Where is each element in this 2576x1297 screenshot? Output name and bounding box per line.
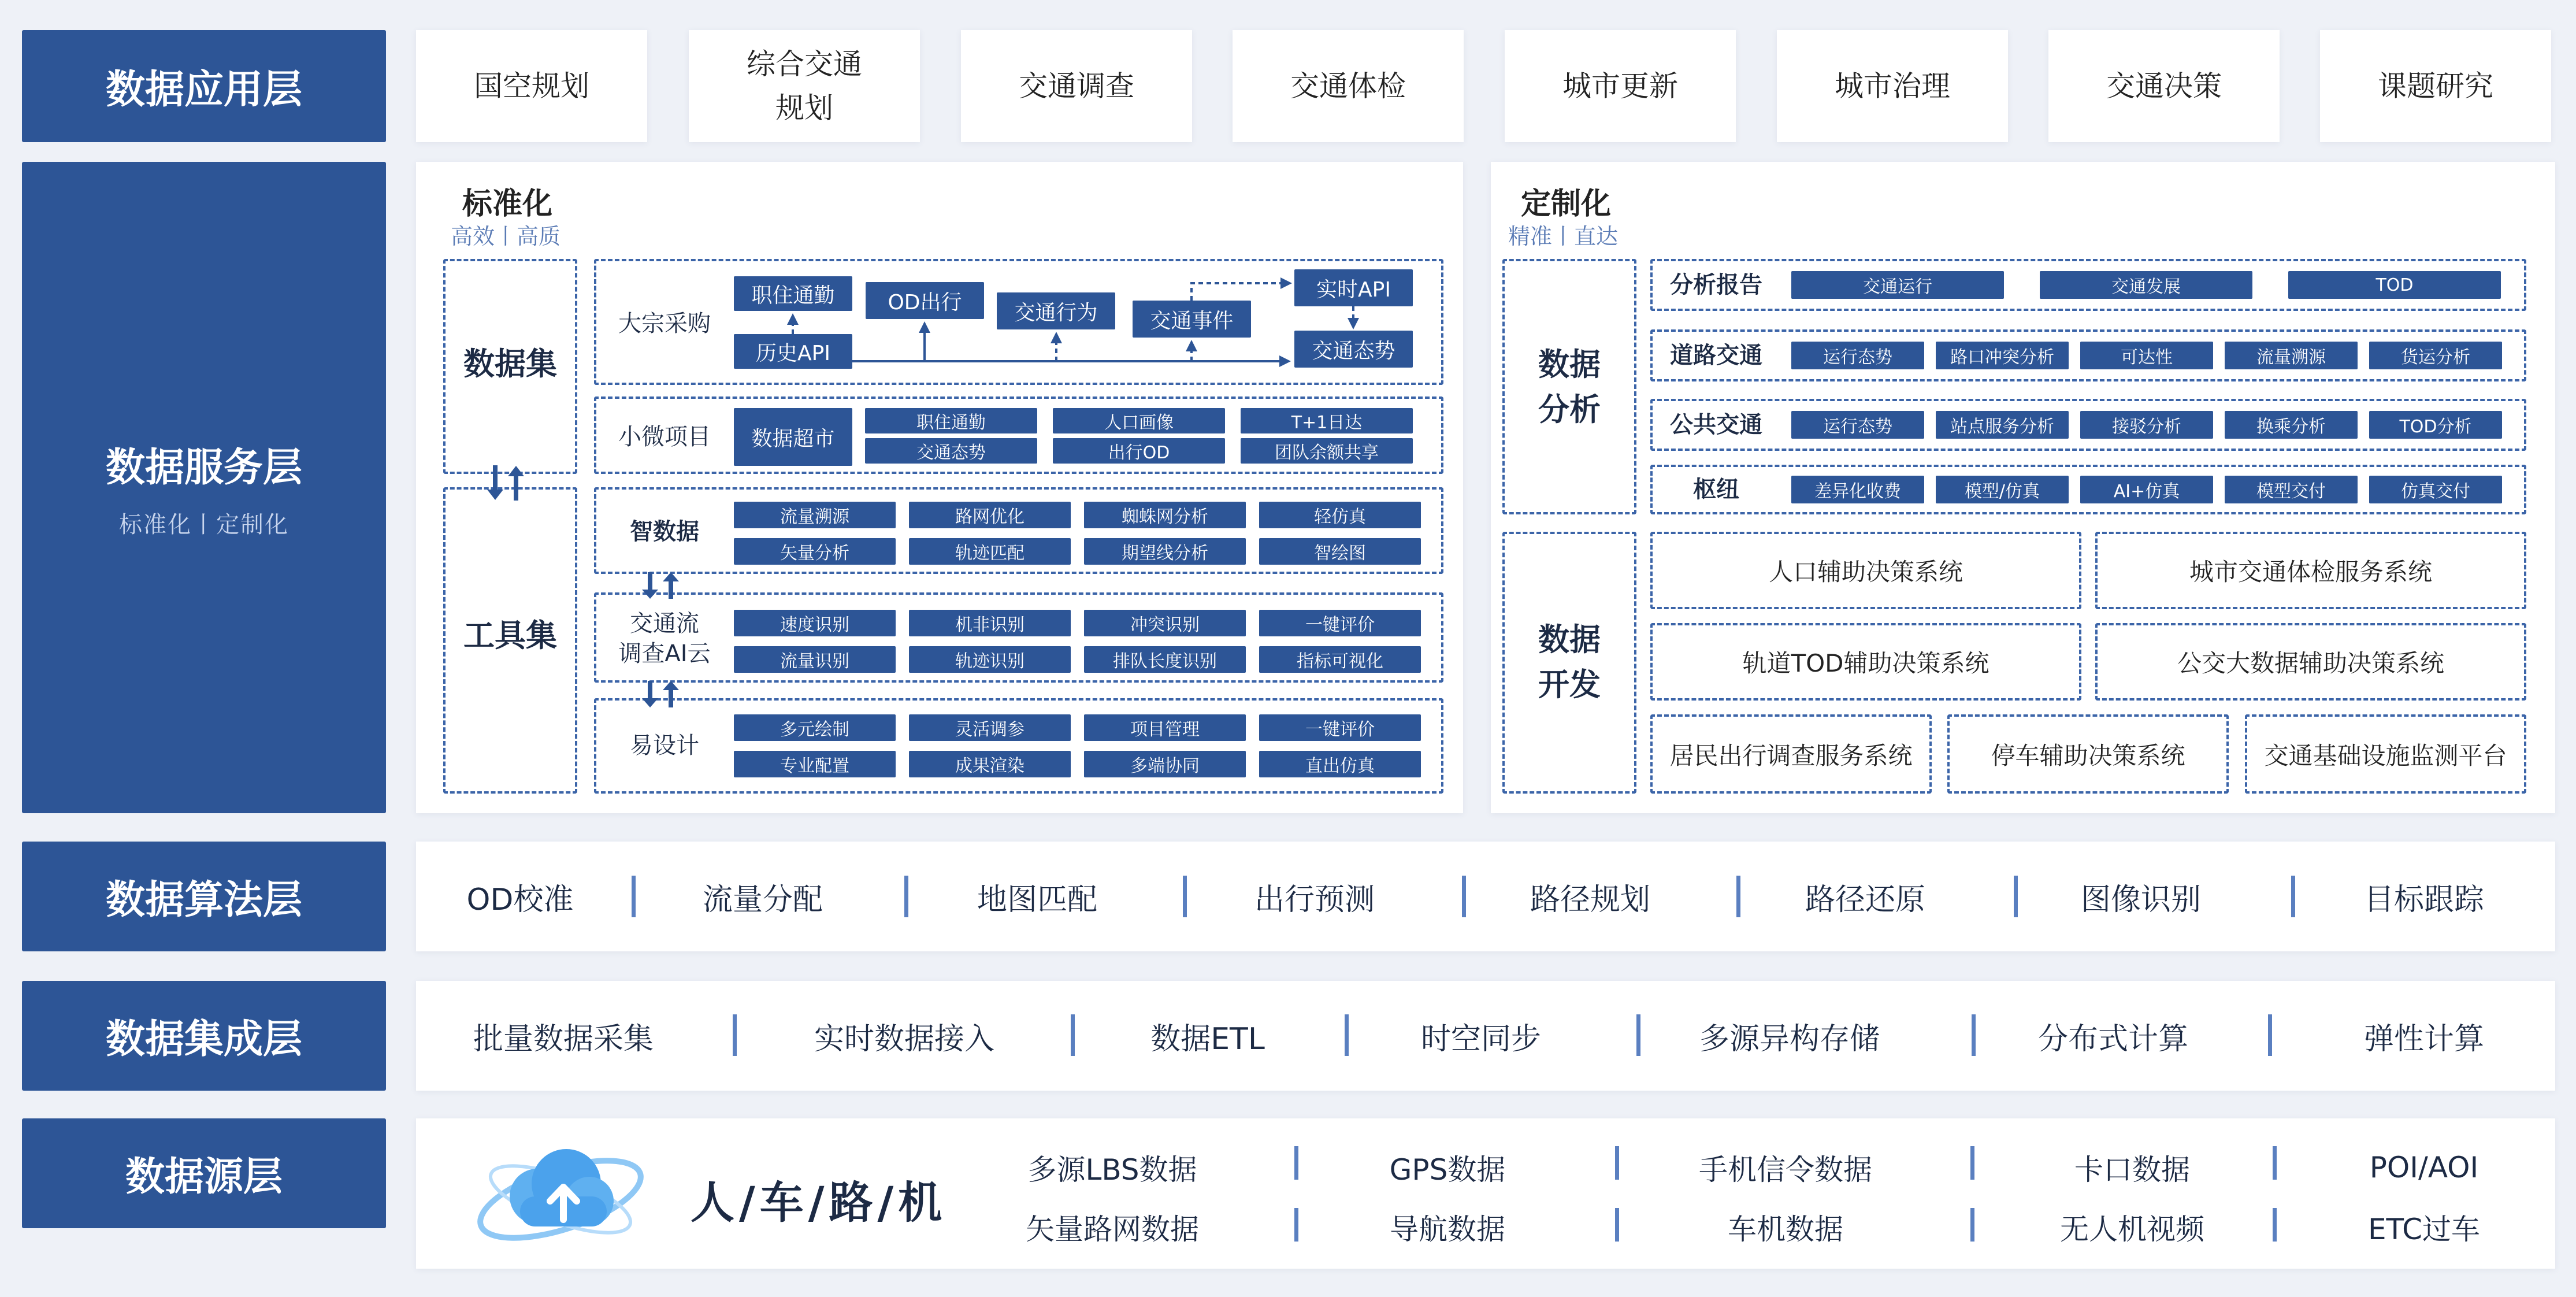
design-item-button[interactable]: 直出仿真 <box>1259 751 1421 777</box>
algorithm-separator <box>1736 876 1740 917</box>
transit-item-button[interactable]: TOD分析 <box>2369 411 2502 439</box>
algorithm-item: 路径规划 <box>1530 882 1650 917</box>
bulk-history-api-button[interactable]: 历史API <box>734 334 852 369</box>
integration-separator <box>733 1014 737 1056</box>
smart-item-button[interactable]: 矢量分析 <box>734 538 896 565</box>
toolset-label: 工具集 <box>463 617 557 654</box>
design-item-button[interactable]: 成果渲染 <box>909 751 1071 777</box>
layer-source-label: 数据源层 <box>125 1154 283 1200</box>
road-item-button[interactable]: 运行态势 <box>1791 342 1924 369</box>
road-item-button[interactable]: 流量溯源 <box>2225 342 2358 369</box>
bulk-realtime-api-button[interactable]: 实时API <box>1294 269 1413 306</box>
report-item-button[interactable]: 交通运行 <box>1791 271 2004 299</box>
design-item-button[interactable]: 一键评价 <box>1259 714 1421 741</box>
source-item: 无人机视频 <box>2060 1213 2204 1246</box>
cloud-label: 交通流 调查AI云 <box>618 610 711 667</box>
app-box-3[interactable]: 交通体检 <box>1233 30 1464 142</box>
smart-item-button[interactable]: 蜘蛛网分析 <box>1084 502 1246 528</box>
algorithm-separator <box>1183 876 1187 917</box>
app-box-4[interactable]: 城市更新 <box>1505 30 1736 142</box>
algorithm-separator <box>632 876 636 917</box>
cloud-item-button[interactable]: 一键评价 <box>1259 610 1421 636</box>
layer-application-label: 数据应用层 <box>105 66 302 113</box>
report-item-button[interactable]: 交通发展 <box>2040 271 2252 299</box>
source-headline: 人/车/路/机 <box>691 1177 947 1228</box>
hub-item-button[interactable]: 差异化收费 <box>1791 476 1924 503</box>
source-separator <box>2273 1208 2277 1242</box>
algorithm-item: 目标跟踪 <box>2363 882 2484 917</box>
micro-item-button[interactable]: 出行OD <box>1053 438 1225 464</box>
custom-row-label-transit: 公共交通 <box>1670 412 1762 438</box>
road-item-button[interactable]: 货运分析 <box>2369 342 2502 369</box>
app-box-1[interactable]: 综合交通 规划 <box>689 30 920 142</box>
source-item: 车机数据 <box>1728 1213 1843 1246</box>
custom-title: 定制化 <box>1521 187 1612 221</box>
algorithm-separator <box>1462 876 1466 917</box>
custom-row-label-road: 道路交通 <box>1670 342 1762 369</box>
source-separator <box>1970 1208 1974 1242</box>
micro-item-button[interactable]: 团队余额共享 <box>1241 438 1413 464</box>
smart-item-button[interactable]: 智绘图 <box>1259 538 1421 565</box>
app-box-7[interactable]: 课题研究 <box>2320 30 2551 142</box>
micro-item-button[interactable]: T+1日达 <box>1241 408 1413 433</box>
app-box-6[interactable]: 交通决策 <box>2048 30 2280 142</box>
source-separator <box>2273 1146 2277 1180</box>
integration-item: 时空同步 <box>1420 1021 1541 1057</box>
custom-row-label-hub: 枢纽 <box>1693 476 1739 503</box>
report-item-button[interactable]: TOD <box>2288 271 2501 299</box>
hub-item-button[interactable]: 仿真交付 <box>2369 476 2502 503</box>
integration-separator <box>1636 1014 1640 1056</box>
system-box-1[interactable]: 城市交通体检服务系统 <box>2095 532 2526 609</box>
layer-service <box>22 162 386 813</box>
integration-item: 批量数据采集 <box>473 1021 654 1057</box>
dataset-label: 数据集 <box>463 346 557 382</box>
source-item: POI/AOI <box>2369 1151 2479 1184</box>
smart-item-button[interactable]: 期望线分析 <box>1084 538 1246 565</box>
system-box-3[interactable]: 公交大数据辅助决策系统 <box>2095 623 2526 701</box>
cloud-item-button[interactable]: 排队长度识别 <box>1084 646 1246 673</box>
integration-separator <box>1972 1014 1976 1056</box>
source-item: ETC过车 <box>2367 1213 2481 1246</box>
source-separator <box>1294 1208 1298 1242</box>
design-item-button[interactable]: 灵活调参 <box>909 714 1071 741</box>
smart-item-button[interactable]: 流量溯源 <box>734 502 896 528</box>
source-separator <box>1970 1146 1974 1180</box>
road-item-button[interactable]: 可达性 <box>2080 342 2213 369</box>
integration-item: 分布式计算 <box>2037 1021 2188 1057</box>
bulk-label: 大宗采购 <box>618 310 711 337</box>
hub-item-button[interactable]: 模型交付 <box>2225 476 2358 503</box>
custom-subtitle: 精准丨直达 <box>1508 224 1619 249</box>
layer-integration-label: 数据集成层 <box>105 1016 302 1062</box>
bulk-situation-button[interactable]: 交通态势 <box>1294 331 1413 368</box>
layer-service-sublabel: 标准化丨定制化 <box>119 511 289 538</box>
bulk-commute-button[interactable]: 职住通勤 <box>734 276 852 311</box>
integration-item: 数据ETL <box>1150 1021 1265 1057</box>
transit-item-button[interactable]: 站点服务分析 <box>1936 411 2069 439</box>
cloud-upload-icon <box>468 1127 653 1260</box>
source-item: 卡口数据 <box>2074 1153 2190 1187</box>
source-item: 矢量路网数据 <box>1026 1213 1199 1246</box>
road-item-button[interactable]: 路口冲突分析 <box>1936 342 2069 369</box>
dev-label: 数据 开发 <box>1538 621 1601 703</box>
algorithm-item: 图像识别 <box>2080 882 2201 917</box>
algorithm-item: 路径还原 <box>1805 882 1925 917</box>
design-item-button[interactable]: 专业配置 <box>734 751 896 777</box>
hub-item-button[interactable]: 模型/仿真 <box>1936 476 2069 503</box>
source-item: 手机信令数据 <box>1699 1153 1872 1187</box>
layer-service-label: 数据服务层 <box>105 444 302 491</box>
hub-item-button[interactable]: AI+仿真 <box>2080 476 2213 503</box>
micro-label: 小微项目 <box>618 424 711 450</box>
algorithm-item: 流量分配 <box>702 882 823 917</box>
layer-integration <box>22 981 386 1091</box>
algorithm-separator <box>2291 876 2295 917</box>
custom-row-label-report: 分析报告 <box>1670 272 1762 298</box>
layer-algorithm-label: 数据算法层 <box>105 877 302 923</box>
transit-item-button[interactable]: 接驳分析 <box>2080 411 2213 439</box>
app-box-5[interactable]: 城市治理 <box>1777 30 2008 142</box>
cloud-item-button[interactable]: 机非识别 <box>909 610 1071 636</box>
algorithm-separator <box>904 876 908 917</box>
system-box-2[interactable]: 轨道TOD辅助决策系统 <box>1650 623 2081 701</box>
app-box-2[interactable]: 交通调查 <box>961 30 1192 142</box>
cloud-item-button[interactable]: 流量识别 <box>734 646 896 673</box>
cloud-item-button[interactable]: 指标可视化 <box>1259 646 1421 673</box>
analysis-label: 数据 分析 <box>1538 346 1601 428</box>
layer-source <box>22 1118 386 1228</box>
standard-title: 标准化 <box>462 187 553 221</box>
algorithm-separator <box>2014 876 2018 917</box>
bulk-behavior-button[interactable]: 交通行为 <box>997 292 1115 329</box>
design-item-button[interactable]: 项目管理 <box>1084 714 1246 741</box>
smart-label: 智数据 <box>630 518 699 545</box>
integration-separator <box>1345 1014 1349 1056</box>
transit-item-button[interactable]: 运行态势 <box>1791 411 1924 439</box>
integration-item: 实时数据接入 <box>814 1021 994 1057</box>
system-box-4[interactable]: 居民出行调查服务系统 <box>1650 714 1932 794</box>
design-item-button[interactable]: 多元绘制 <box>734 714 896 741</box>
design-item-button[interactable]: 多端协同 <box>1084 751 1246 777</box>
bulk-event-button[interactable]: 交通事件 <box>1133 301 1251 338</box>
cloud-item-button[interactable]: 冲突识别 <box>1084 610 1246 636</box>
source-item: GPS数据 <box>1389 1153 1506 1187</box>
micro-item-button[interactable]: 职住通勤 <box>865 408 1037 433</box>
data-market-button[interactable]: 数据超市 <box>734 408 852 466</box>
algorithm-item: 地图匹配 <box>977 882 1097 917</box>
bulk-od-button[interactable]: OD出行 <box>866 282 984 319</box>
source-separator <box>1294 1146 1298 1180</box>
design-label: 易设计 <box>630 732 699 759</box>
smart-item-button[interactable]: 轨迹匹配 <box>909 538 1071 565</box>
layer-algorithm <box>22 842 386 951</box>
app-box-0[interactable]: 国空规划 <box>416 30 647 142</box>
smart-item-button[interactable]: 路网优化 <box>909 502 1071 528</box>
system-box-6[interactable]: 交通基础设施监测平台 <box>2245 714 2526 794</box>
system-box-5[interactable]: 停车辅助决策系统 <box>1947 714 2229 794</box>
cloud-item-button[interactable]: 轨迹识别 <box>909 646 1071 673</box>
layer-application <box>22 30 386 142</box>
source-item: 多源LBS数据 <box>1027 1153 1197 1187</box>
transit-item-button[interactable]: 换乘分析 <box>2225 411 2358 439</box>
source-separator <box>1615 1208 1619 1242</box>
integration-item: 弹性计算 <box>2363 1021 2484 1057</box>
algorithm-item: 出行预测 <box>1254 882 1375 917</box>
standard-subtitle: 高效丨高质 <box>451 224 561 249</box>
system-box-0[interactable]: 人口辅助决策系统 <box>1650 532 2081 609</box>
source-item: 导航数据 <box>1390 1213 1505 1246</box>
integration-item: 多源异构存储 <box>1699 1021 1880 1057</box>
micro-item-button[interactable]: 人口画像 <box>1053 408 1225 433</box>
cloud-item-button[interactable]: 速度识别 <box>734 610 896 636</box>
integration-separator <box>1071 1014 1075 1056</box>
smart-item-button[interactable]: 轻仿真 <box>1259 502 1421 528</box>
micro-item-button[interactable]: 交通态势 <box>865 438 1037 464</box>
integration-separator <box>2268 1014 2272 1056</box>
source-separator <box>1615 1146 1619 1180</box>
algorithm-item: OD校准 <box>466 882 574 917</box>
